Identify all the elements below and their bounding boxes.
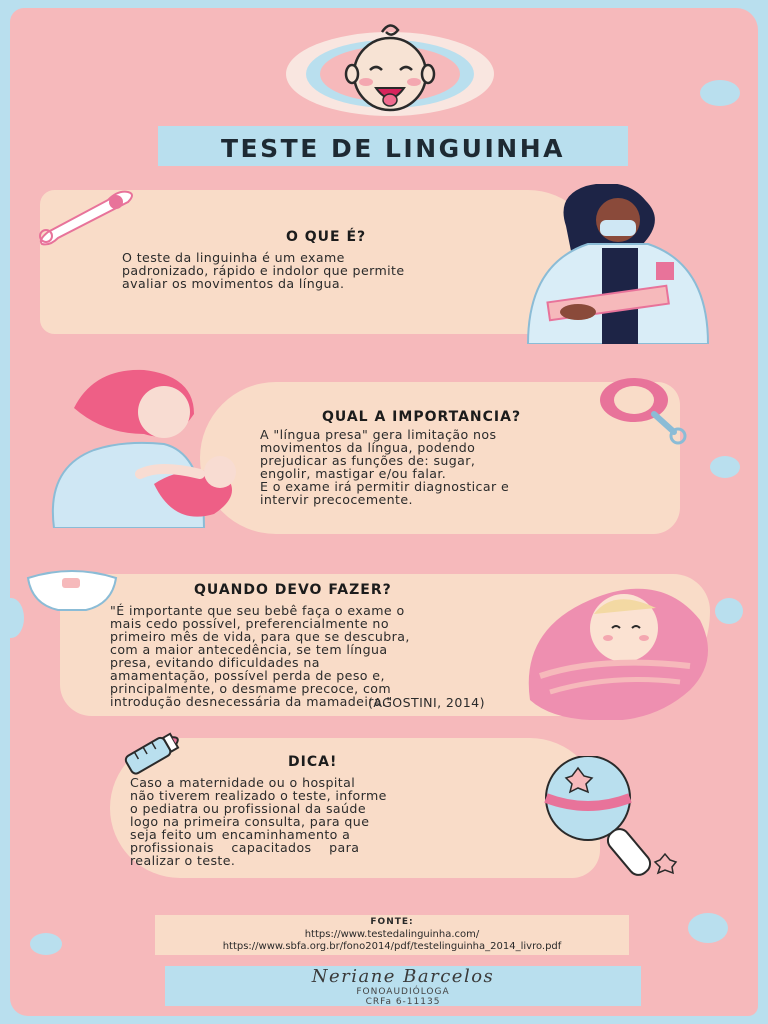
rattle-blue-icon: [522, 756, 697, 886]
text-line: padronizado, rápido e indolor que permite: [122, 263, 405, 278]
text-line: E o exame irá permitir diagnosticar e: [260, 479, 510, 494]
text-line: realizar o teste.: [130, 853, 236, 868]
text-line: primeiro mês de vida, para que se descubra,: [110, 629, 410, 644]
decor-blob: [715, 598, 743, 624]
title-banner: [158, 126, 628, 166]
text-line: O teste da linguinha é um exame: [122, 250, 345, 265]
decor-blob: [30, 933, 62, 955]
section-text-quando: [110, 604, 410, 708]
text-line: A "língua presa" gera limitação nos: [260, 427, 497, 442]
baby-bottle-icon: [118, 722, 190, 778]
section-text-importancia: [260, 428, 509, 506]
author-registry: CRFa 6-11135: [365, 997, 441, 1007]
author-name: Neriane Barcelos: [311, 966, 495, 987]
text-line: não tiverem realizado o teste, informe: [130, 788, 387, 803]
text-line: avaliar os movimentos da língua.: [122, 276, 345, 291]
author-role: FONOAUDIÓLOGA: [356, 987, 450, 997]
text-line: o pediatra ou profissional da saúde: [130, 801, 366, 816]
source-link[interactable]: https://www.testedalinguinha.com/: [304, 929, 480, 940]
citation: (AGOSTINI, 2014): [368, 695, 485, 710]
section-heading-quando: QUANDO DEVO FAZER?: [194, 582, 392, 598]
baby-face-icon: [280, 12, 500, 122]
text-line: presa, evitando dificuldades na: [110, 655, 320, 670]
diaper-icon: [22, 564, 122, 614]
text-line: seja feito um encaminhamento a: [130, 827, 351, 842]
text-line: mais cedo possível, preferencialmente no: [110, 616, 389, 631]
sources-box: [155, 915, 629, 955]
text-line: intervir precocemente.: [260, 492, 413, 507]
text-line: introdução desnecessária da mamadeira.": [110, 694, 393, 709]
text-line: "É importante que seu bebê faça o exame o: [110, 603, 405, 618]
section-heading-importancia: QUAL A IMPORTANCIA?: [322, 409, 522, 425]
decor-blob: [700, 80, 740, 106]
text-line: principalmente, o desmame precoce, com: [110, 681, 392, 696]
poster: [10, 8, 758, 1016]
section-text-dica: [130, 776, 387, 867]
text-line: amamentação, possível perda de peso e,: [110, 668, 385, 683]
section-text-o-que-e: [122, 251, 405, 290]
sources-label: FONTE:: [370, 917, 414, 927]
text-line: prejudicar as funções de: sugar,: [260, 453, 476, 468]
text-line: com a maior antecedência, se tem língua: [110, 642, 388, 657]
signature-box: [165, 966, 641, 1006]
source-link[interactable]: https://www.sbfa.org.br/fono2014/pdf/testelinguinha_2014_livro.pdf: [222, 941, 562, 952]
text-line: engolir, mastigar e/ou falar.: [260, 466, 447, 481]
section-heading-dica: DICA!: [288, 754, 338, 770]
text-line: Caso a maternidade ou o hospital: [130, 775, 356, 790]
rattle-pink-icon: [598, 368, 688, 448]
mother-breastfeeding-illustration: [44, 364, 274, 528]
swaddled-baby-illustration: [520, 580, 710, 720]
text-line: logo na primeira consulta, para que: [130, 814, 370, 829]
decor-blob: [688, 913, 728, 943]
text-line: profissionais capacitados para: [130, 840, 360, 855]
section-heading-o-que-e: O QUE É?: [286, 229, 367, 245]
decor-blob: [710, 456, 740, 478]
safety-pin-icon: [28, 188, 143, 248]
page-title: TESTE DE LINGUINHA: [221, 134, 565, 163]
doctor-illustration: [518, 184, 743, 344]
text-line: movimentos da língua, podendo: [260, 440, 476, 455]
